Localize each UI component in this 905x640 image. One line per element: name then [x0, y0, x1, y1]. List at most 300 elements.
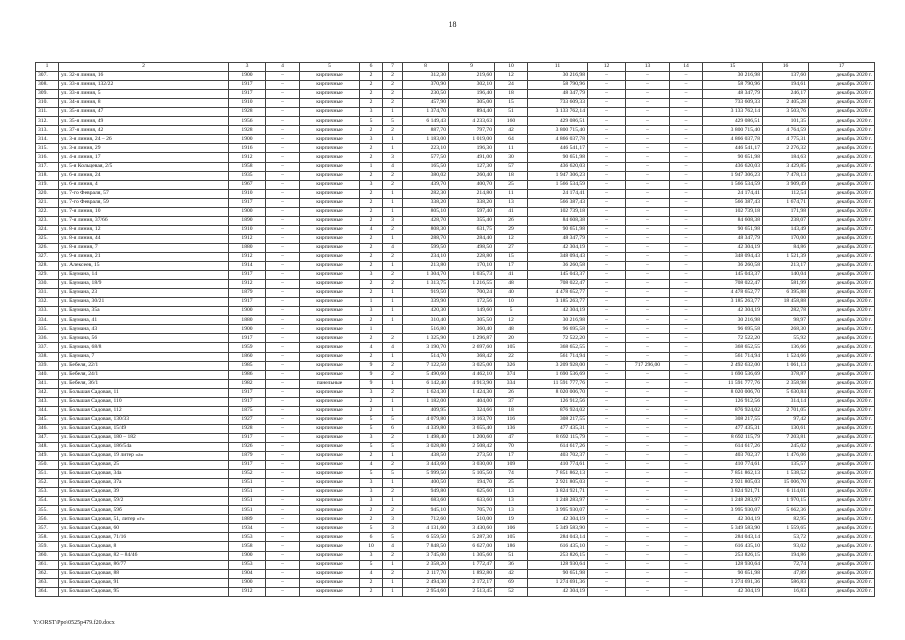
- table-cell: декабрь 2020 г.: [809, 433, 875, 442]
- table-cell: 112,54: [763, 189, 809, 198]
- table-cell: 3 655,40: [449, 424, 495, 433]
- table-row: [36, 388, 875, 397]
- table-cell: 41: [495, 207, 528, 216]
- table-cell: 733 609,33: [528, 99, 588, 108]
- table-cell: 3: [383, 515, 403, 524]
- table-cell: 1934: [229, 524, 266, 533]
- table-cell: 374: [495, 370, 528, 379]
- table-cell: 1951: [229, 506, 266, 515]
- table-cell: 170,10: [449, 262, 495, 271]
- table-cell: 345.: [36, 415, 59, 424]
- table-cell: –: [670, 506, 703, 515]
- table-cell: 1917: [229, 81, 266, 90]
- table-cell: –: [670, 298, 703, 307]
- table-cell: 1910: [229, 225, 266, 234]
- table-cell: кирпичные: [300, 334, 360, 343]
- table-cell: –: [670, 406, 703, 415]
- table-cell: –: [266, 470, 300, 479]
- table-cell: 5: [360, 470, 383, 479]
- table-cell: 102 739,18: [703, 207, 763, 216]
- table-cell: 340.: [36, 370, 59, 379]
- table-cell: 1 947 306,23: [703, 171, 763, 180]
- table-cell: –: [588, 135, 626, 144]
- table-cell: 52: [495, 587, 528, 596]
- table-cell: –: [588, 99, 626, 108]
- table-cell: 186: [495, 542, 528, 551]
- table-cell: 3: [360, 551, 383, 560]
- column-header: 10: [495, 63, 528, 72]
- table-cell: –: [670, 198, 703, 207]
- table-cell: ул. 3-я линия, 24 – 26: [59, 135, 229, 144]
- table-cell: 1959: [229, 343, 266, 352]
- table-cell: 491,00: [449, 153, 495, 162]
- table-cell: –: [626, 216, 670, 225]
- table-cell: –: [588, 316, 626, 325]
- table-cell: 1951: [229, 479, 266, 488]
- table-cell: 314,14: [763, 397, 809, 406]
- table-cell: 797,70: [449, 126, 495, 135]
- column-header: 11: [528, 63, 588, 72]
- table-cell: 4 478 652,77: [703, 289, 763, 298]
- table-cell: ул. 8-я линия, 7: [59, 243, 229, 252]
- table-cell: 3 824 921,71: [528, 488, 588, 497]
- table-cell: 36 260,58: [528, 262, 588, 271]
- table-cell: кирпичные: [300, 117, 360, 126]
- table-cell: 2: [383, 72, 403, 81]
- table-cell: –: [626, 280, 670, 289]
- table-cell: ул. 4-я линия, 17: [59, 153, 229, 162]
- table-row: [36, 289, 875, 298]
- table-cell: 90 651,98: [703, 569, 763, 578]
- table-cell: 284 043,14: [528, 533, 588, 542]
- table-cell: декабрь 2020 г.: [809, 361, 875, 370]
- table-cell: декабрь 2020 г.: [809, 81, 875, 90]
- table-cell: 2 921 805,03: [528, 479, 588, 488]
- table-cell: 3: [383, 153, 403, 162]
- table-cell: 145 043,37: [703, 271, 763, 280]
- table-cell: –: [588, 189, 626, 198]
- table-cell: 1 538,52: [763, 470, 809, 479]
- table-cell: 3: [360, 271, 383, 280]
- table-cell: 12: [495, 234, 528, 243]
- table-cell: 3 995 930,07: [528, 506, 588, 515]
- table-cell: 2: [383, 280, 403, 289]
- table-cell: 5 349 583,90: [528, 524, 588, 533]
- table-cell: 42 304,19: [703, 587, 763, 596]
- table-cell: 351.: [36, 470, 59, 479]
- table-cell: 284 043,14: [703, 533, 763, 542]
- table-cell: –: [588, 252, 626, 261]
- table-cell: 253 826,15: [528, 551, 588, 560]
- table-cell: –: [670, 108, 703, 117]
- table-cell: 238,07: [763, 216, 809, 225]
- table-cell: –: [266, 225, 300, 234]
- table-cell: ул. Большая Садовая, 25: [59, 461, 229, 470]
- table-cell: 876 924,02: [528, 406, 588, 415]
- table-cell: 2 358,20: [403, 560, 449, 569]
- table-cell: 102 739,18: [528, 207, 588, 216]
- table-cell: 172,56: [449, 298, 495, 307]
- table-cell: 268,30: [763, 325, 809, 334]
- table-cell: –: [670, 271, 703, 280]
- table-cell: –: [626, 433, 670, 442]
- table-row: [36, 370, 875, 379]
- table-row: [36, 578, 875, 587]
- table-cell: 7 848,50: [403, 542, 449, 551]
- table-cell: –: [670, 189, 703, 198]
- table-cell: –: [266, 560, 300, 569]
- table-cell: –: [626, 461, 670, 470]
- table-cell: 3 133 762,14: [528, 108, 588, 117]
- table-cell: –: [588, 415, 626, 424]
- table-cell: –: [266, 207, 300, 216]
- table-row: [36, 470, 875, 479]
- table-cell: панельные: [300, 379, 360, 388]
- table-cell: декабрь 2020 г.: [809, 524, 875, 533]
- table-cell: –: [588, 352, 626, 361]
- table-cell: –: [626, 551, 670, 560]
- table-row: [36, 424, 875, 433]
- table-cell: ул. 5-я Кольцевая, 2/5: [59, 162, 229, 171]
- table-cell: ул. 35-я линия, 47: [59, 108, 229, 117]
- table-row: [36, 307, 875, 316]
- table-cell: 1: [383, 452, 403, 461]
- table-cell: 96 695,58: [528, 325, 588, 334]
- table-cell: –: [588, 433, 626, 442]
- table-cell: ул. Большая Садовая, 8: [59, 542, 229, 551]
- table-row: [36, 81, 875, 90]
- table-cell: 9: [360, 370, 383, 379]
- table-cell: 805,10: [403, 207, 449, 216]
- table-cell: 90 651,98: [528, 153, 588, 162]
- table-cell: –: [670, 370, 703, 379]
- table-cell: декабрь 2020 г.: [809, 262, 875, 271]
- table-cell: 708 022,47: [703, 280, 763, 289]
- table-cell: –: [266, 506, 300, 515]
- table-cell: –: [670, 479, 703, 488]
- table-cell: 3 025,00: [449, 361, 495, 370]
- table-cell: –: [626, 352, 670, 361]
- table-cell: 337.: [36, 343, 59, 352]
- table-cell: –: [670, 415, 703, 424]
- table-cell: –: [266, 280, 300, 289]
- column-header: 12: [588, 63, 626, 72]
- table-cell: 2: [360, 81, 383, 90]
- table-cell: кирпичные: [300, 271, 360, 280]
- table-cell: 2: [360, 90, 383, 99]
- table-cell: –: [670, 171, 703, 180]
- table-cell: 4: [360, 225, 383, 234]
- table-cell: 2: [360, 234, 383, 243]
- table-row: [36, 325, 875, 334]
- table-cell: ул. Большая Садовая, 186/54а: [59, 442, 229, 451]
- table-cell: ул. Большая Садовая, 11: [59, 388, 229, 397]
- table-cell: –: [626, 542, 670, 551]
- table-cell: 2: [383, 90, 403, 99]
- table-cell: 3 030,00: [449, 461, 495, 470]
- table-cell: 1912: [229, 280, 266, 289]
- table-cell: 4: [383, 542, 403, 551]
- table-cell: кирпичные: [300, 442, 360, 451]
- table-cell: 3 800 715,40: [703, 126, 763, 135]
- table-cell: 5: [360, 524, 383, 533]
- table-cell: 1: [383, 587, 403, 596]
- table-cell: 410 774,61: [703, 461, 763, 470]
- table-cell: 312.: [36, 117, 59, 126]
- table-cell: 1: [383, 144, 403, 153]
- table-cell: 409,95: [403, 406, 449, 415]
- column-header: 15: [703, 63, 763, 72]
- table-cell: кирпичные: [300, 180, 360, 189]
- table-cell: 1: [383, 578, 403, 587]
- table-cell: –: [670, 452, 703, 461]
- table-row: [36, 144, 875, 153]
- table-cell: –: [266, 307, 300, 316]
- table-cell: 105: [495, 533, 528, 542]
- table-cell: –: [670, 578, 703, 587]
- table-cell: декабрь 2020 г.: [809, 108, 875, 117]
- table-cell: 22: [495, 352, 528, 361]
- table-cell: 2: [383, 433, 403, 442]
- table-cell: 2 508,42: [449, 442, 495, 451]
- table-cell: 106: [495, 524, 528, 533]
- table-cell: –: [626, 325, 670, 334]
- table-cell: 36 260,58: [703, 262, 763, 271]
- table-cell: 194,61: [763, 81, 809, 90]
- table-cell: кирпичные: [300, 280, 360, 289]
- table-cell: 1 313,75: [403, 280, 449, 289]
- table-cell: 8 692 115,79: [703, 433, 763, 442]
- table-cell: –: [266, 334, 300, 343]
- table-cell: –: [266, 415, 300, 424]
- table-cell: 2: [383, 126, 403, 135]
- table-cell: –: [588, 515, 626, 524]
- table-cell: 57: [495, 162, 528, 171]
- table-cell: 315.: [36, 144, 59, 153]
- table-cell: 3: [360, 180, 383, 189]
- table-cell: кирпичные: [300, 99, 360, 108]
- table-cell: кирпичные: [300, 352, 360, 361]
- table-cell: –: [626, 379, 670, 388]
- table-cell: –: [670, 343, 703, 352]
- table-cell: 1 216,55: [449, 280, 495, 289]
- table-cell: 196,40: [449, 90, 495, 99]
- table-cell: –: [670, 289, 703, 298]
- table-cell: 2: [383, 388, 403, 397]
- table-cell: 305,00: [449, 99, 495, 108]
- table-cell: 288,70: [403, 234, 449, 243]
- table-cell: 561 714,94: [528, 352, 588, 361]
- table-cell: 2 117,70: [403, 569, 449, 578]
- table-cell: 16,83: [763, 587, 809, 596]
- table-cell: 2: [383, 461, 403, 470]
- table-cell: 143,49: [763, 225, 809, 234]
- table-cell: –: [626, 415, 670, 424]
- table-cell: –: [626, 424, 670, 433]
- table-cell: –: [626, 207, 670, 216]
- table-cell: –: [626, 406, 670, 415]
- table-cell: кирпичные: [300, 497, 360, 506]
- table-cell: 234,10: [403, 252, 449, 261]
- table-cell: декабрь 2020 г.: [809, 153, 875, 162]
- table-cell: 69: [495, 578, 528, 587]
- table-cell: –: [626, 578, 670, 587]
- table-row: [36, 406, 875, 415]
- table-cell: кирпичные: [300, 108, 360, 117]
- column-header: 7: [383, 63, 403, 72]
- table-cell: 6 395,88: [763, 289, 809, 298]
- table-cell: –: [670, 262, 703, 271]
- table-cell: 260,40: [449, 171, 495, 180]
- table-cell: ул. Большая Садовая, 19 литер «а»: [59, 452, 229, 461]
- table-cell: –: [266, 497, 300, 506]
- table-cell: [383, 325, 403, 334]
- table-cell: 1912: [229, 587, 266, 596]
- table-cell: ул. Баумана, 14: [59, 271, 229, 280]
- table-cell: –: [588, 72, 626, 81]
- table-cell: 368 652,55: [528, 343, 588, 352]
- table-cell: 446 541,17: [703, 144, 763, 153]
- table-cell: 348 094,43: [703, 252, 763, 261]
- table-cell: 8 692 115,79: [528, 433, 588, 442]
- table-cell: кирпичные: [300, 252, 360, 261]
- table-cell: –: [588, 262, 626, 271]
- table-cell: 717 296,00: [626, 361, 670, 370]
- table-cell: 48 347,79: [703, 90, 763, 99]
- table-cell: декабрь 2020 г.: [809, 99, 875, 108]
- table-cell: –: [588, 90, 626, 99]
- table-cell: 184,63: [763, 153, 809, 162]
- table-cell: ул. Большая Садовая, 130/33: [59, 415, 229, 424]
- table-cell: 42: [495, 569, 528, 578]
- table-cell: –: [670, 99, 703, 108]
- table-cell: 616 435,10: [528, 542, 588, 551]
- table-cell: 2: [383, 171, 403, 180]
- table-cell: ул. Баумана, 56: [59, 334, 229, 343]
- table-cell: –: [588, 334, 626, 343]
- table-cell: 2 921 805,03: [703, 479, 763, 488]
- table-cell: –: [266, 325, 300, 334]
- table-cell: 20: [495, 334, 528, 343]
- table-cell: декабрь 2020 г.: [809, 424, 875, 433]
- table-cell: –: [588, 488, 626, 497]
- table-cell: 42 304,19: [528, 515, 588, 524]
- table-row: [36, 560, 875, 569]
- table-cell: 93,02: [763, 542, 809, 551]
- table-cell: ул. Большая Садовая, 180 – 182: [59, 433, 229, 442]
- table-cell: декабрь 2020 г.: [809, 415, 875, 424]
- table-cell: 348.: [36, 442, 59, 451]
- table-cell: 2: [383, 370, 403, 379]
- table-row: [36, 234, 875, 243]
- table-cell: 1985: [229, 361, 266, 370]
- table-cell: 6 142,40: [403, 379, 449, 388]
- table-cell: 919,50: [403, 289, 449, 298]
- table-cell: декабрь 2020 г.: [809, 560, 875, 569]
- table-row: [36, 108, 875, 117]
- table-cell: 3: [360, 433, 383, 442]
- table-cell: декабрь 2020 г.: [809, 551, 875, 560]
- table-cell: 420,30: [403, 307, 449, 316]
- table-cell: –: [588, 560, 626, 569]
- table-cell: 1 970,15: [763, 497, 809, 506]
- table-cell: –: [588, 470, 626, 479]
- table-cell: 352.: [36, 479, 59, 488]
- table-row: [36, 243, 875, 252]
- table-cell: 1875: [229, 406, 266, 415]
- table-cell: ул. Большая Садовая, 59б: [59, 506, 229, 515]
- table-row: [36, 587, 875, 596]
- table-cell: 12: [495, 316, 528, 325]
- table-cell: 11 591 777,76: [703, 379, 763, 388]
- table-cell: 438,50: [403, 452, 449, 461]
- table-cell: 3 429,85: [763, 162, 809, 171]
- table-cell: 1 772,47: [449, 560, 495, 569]
- table-cell: 1889: [229, 515, 266, 524]
- table-cell: 599,50: [403, 243, 449, 252]
- table-cell: 6 149,43: [403, 117, 449, 126]
- table-cell: –: [626, 587, 670, 596]
- table-cell: 1 521,39: [763, 252, 809, 261]
- table-cell: 319.: [36, 180, 59, 189]
- table-cell: 1 183,00: [403, 135, 449, 144]
- table-cell: 362.: [36, 569, 59, 578]
- table-cell: 887,70: [403, 126, 449, 135]
- table-cell: 7 851 862,13: [528, 470, 588, 479]
- table-cell: 305,50: [449, 316, 495, 325]
- table-cell: 5 999,50: [403, 470, 449, 479]
- table-cell: 357.: [36, 524, 59, 533]
- table-cell: 82,95: [763, 515, 809, 524]
- table-cell: 42 304,19: [703, 515, 763, 524]
- table-cell: 477 435,31: [528, 424, 588, 433]
- table-cell: –: [626, 117, 670, 126]
- table-cell: –: [266, 162, 300, 171]
- table-cell: 5: [383, 442, 403, 451]
- table-cell: 439,70: [403, 180, 449, 189]
- table-cell: 335.: [36, 325, 59, 334]
- table-cell: 273,50: [449, 452, 495, 461]
- table-cell: 8 020 006,70: [703, 388, 763, 397]
- table-cell: –: [588, 343, 626, 352]
- table-cell: –: [266, 406, 300, 415]
- table-cell: –: [670, 470, 703, 479]
- table-cell: 364.: [36, 587, 59, 596]
- table-cell: ул. Бебеля, 22/1: [59, 361, 229, 370]
- table-cell: 1912: [229, 252, 266, 261]
- table-cell: декабрь 2020 г.: [809, 162, 875, 171]
- table-cell: –: [266, 587, 300, 596]
- table-cell: 1 424,30: [449, 388, 495, 397]
- table-cell: –: [626, 126, 670, 135]
- table-row: [36, 461, 875, 470]
- table-cell: 410 774,61: [528, 461, 588, 470]
- table-cell: декабрь 2020 г.: [809, 479, 875, 488]
- table-cell: 338,20: [403, 198, 449, 207]
- table-cell: 18: [495, 171, 528, 180]
- table-cell: –: [588, 162, 626, 171]
- table-cell: 10: [495, 298, 528, 307]
- table-cell: кирпичные: [300, 135, 360, 144]
- table-cell: 90 651,98: [703, 225, 763, 234]
- table-cell: 4: [360, 461, 383, 470]
- table-cell: 230,50: [403, 90, 449, 99]
- column-header: 2: [59, 63, 229, 72]
- table-cell: 1917: [229, 461, 266, 470]
- table-cell: 1951: [229, 488, 266, 497]
- table-row: [36, 506, 875, 515]
- table-cell: 1912: [229, 153, 266, 162]
